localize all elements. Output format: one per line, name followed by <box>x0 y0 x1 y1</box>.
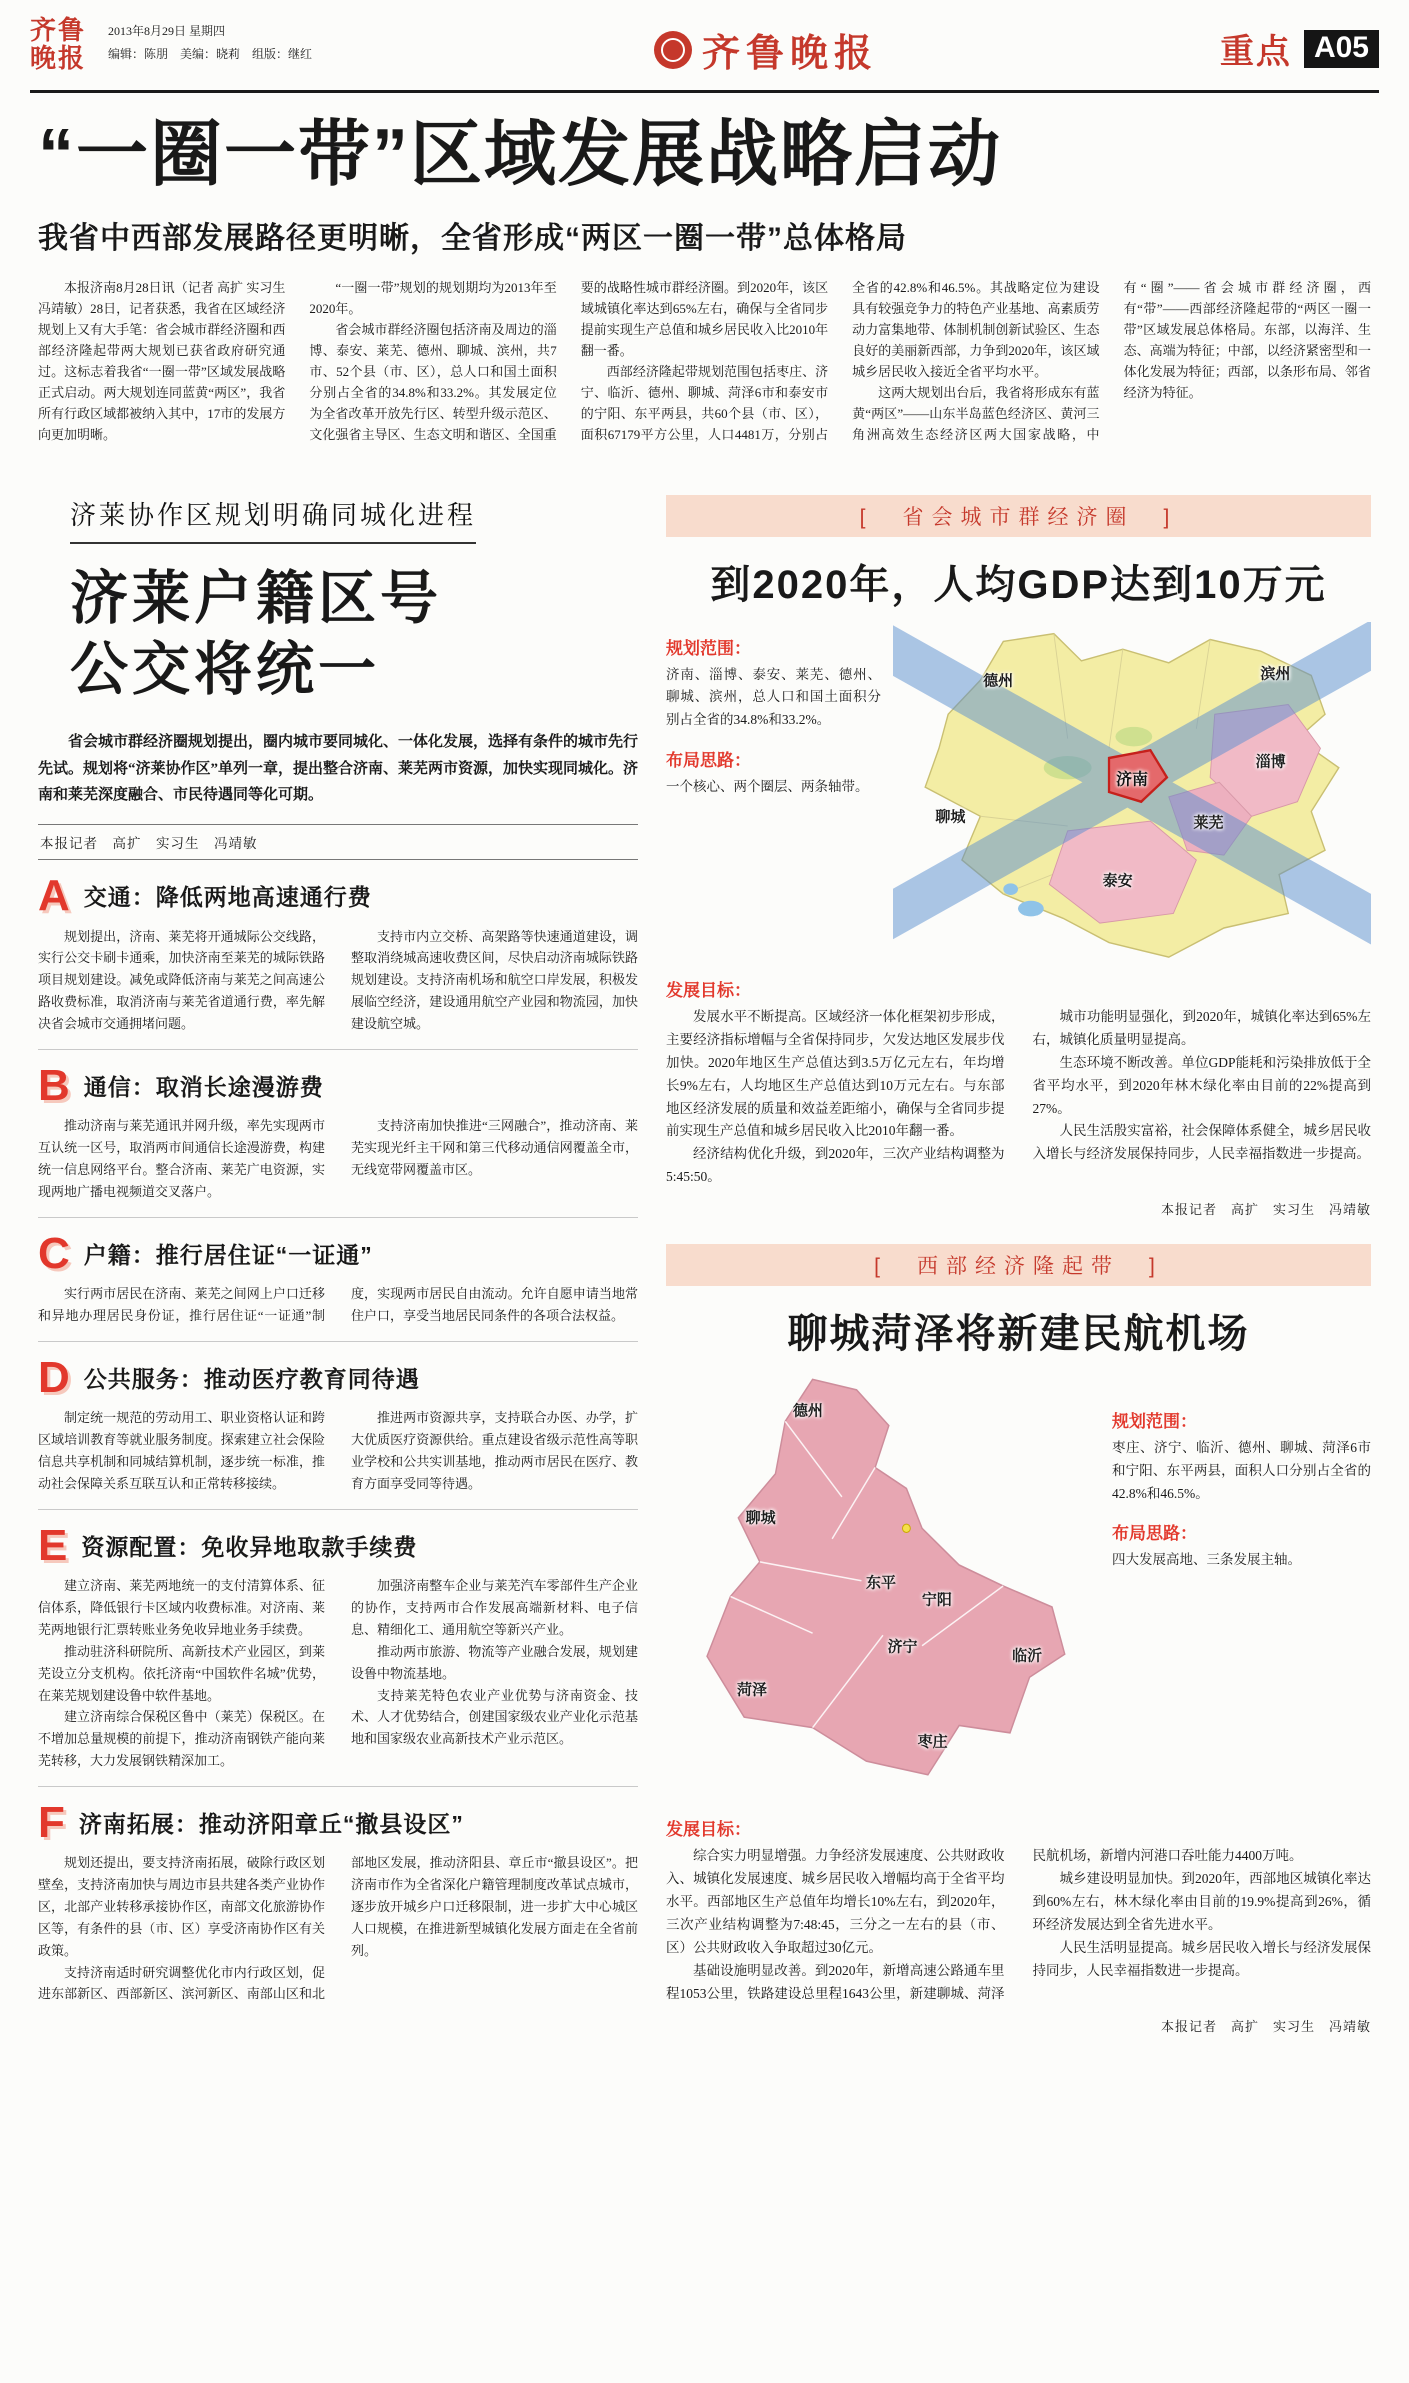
masthead-center <box>654 16 878 77</box>
masthead-left <box>30 16 312 72</box>
map-city-label: 聊城 <box>935 808 966 826</box>
lead-article <box>30 93 1379 473</box>
section-letter: C <box>38 1228 70 1278</box>
west-box-headline: 聊城菏泽将新建民航机场 <box>787 1312 1250 1357</box>
section-body <box>38 1407 638 1494</box>
capital-circle-box <box>666 495 1371 1219</box>
paper-name: 齐鲁晚报 <box>701 33 878 75</box>
section-header <box>38 1060 638 1110</box>
map-city-label: 莱芜 <box>1193 814 1224 832</box>
left-headline-line2: 公交将统一 <box>70 636 381 702</box>
publication-date: 2013年8月29日 星期四 <box>108 24 226 38</box>
capital-box-top <box>666 622 1371 962</box>
paragraph: 推进两市资源共享，支持联合办医、办学，扩大优质医疗资源供给。重点建设省级示范性高等职业学校和公共实训基地，推动两市居民在医疗、教育方面享受同等待遇。 <box>351 1410 638 1491</box>
paragraph: 规划还提出，要支持济南拓展，破除行政区划壁垒，支持济南加快与周边市县共建各类产业协作区，北部产业转移承接协作区，南部文化旅游协作区等，有条件的县（市、区）享受济南协作区有关政策。 <box>38 1855 325 1958</box>
map-city-label: 济南 <box>1115 771 1149 789</box>
main-headline: “一圈一带”区域发展战略启动 <box>38 115 1003 195</box>
section-body <box>38 926 638 1035</box>
paragraph: 生态环境不断改善。单位GDP能耗和污染排放低于全省平均水平，到2020年林木绿化率由目前的22%提高到27%。 <box>1032 1054 1371 1116</box>
scope-label: 规划范围： <box>1112 1412 1197 1432</box>
west-goal <box>666 1815 1371 2006</box>
paragraph: 支持莱芜特色农业产业优势与济南资金、技术、人才优势结合，创建国家级农业产业化示范基地和国家级农业高新技术产业示范区。 <box>351 1687 638 1747</box>
map-city-label: 聊城 <box>745 1509 776 1527</box>
section-body <box>38 1852 638 2005</box>
paragraph: 支持市内立交桥、高架路等快速通道建设，调整取消绕城高速收费区间，尽快启动济南城际铁路规划建设。支持济南机场和航空口岸发展，积极发展临空经济，建设通用航空产业园和物流园，加快建设航空城。 <box>351 928 638 1031</box>
map-city-label: 德州 <box>792 1402 823 1420</box>
paragraph: 人民生活明显提高。城乡居民收入增长与经济发展保持同步，人民幸福指数进一步提高。 <box>1032 1940 1371 1978</box>
paragraph: 建立济南、莱芜两地统一的支付清算体系、征信体系，降低银行卡区域内收费标准。对济南、莱芜两地银行汇票转账业务免收异地业务手续费。 <box>38 1578 325 1638</box>
byline: 本报记者 高扩 实习生 冯靖敏 <box>1160 1202 1371 1218</box>
paragraph: 推动驻济科研院所、高新技术产业园区，到莱芜设立分支机构。依托济南“中国软件名城”优势，在莱芜规划建设鲁中软件基地。 <box>38 1643 325 1703</box>
layout-text: 四大发展高地、三条发展主轴。 <box>1112 1552 1301 1568</box>
scope-text: 济南、淄博、泰安、莱芜、德州、聊城、滨州，总人口和国土面积分别占全省的34.8%和33.2%。 <box>666 666 881 728</box>
paragraph: 支持济南加快推进“三网融合”，推动济南、莱芜实现光纤主干网和第三代移动通信网覆盖全市，无线宽带网覆盖市区。 <box>351 1118 638 1177</box>
capital-circle-map <box>893 622 1371 962</box>
paragraph: 规划提出，济南、莱芜将开通城际公交线路，实行公交卡刷卡通乘，加快济南至莱芜的城际铁路项目规划建设。减免或降低济南与莱芜之间高速公路收费标准，取消济南与莱芜省道通行费，率先解决省会城市交通拥堵问题。 <box>38 928 325 1031</box>
section-body <box>38 1575 638 1771</box>
capital-box-headline: 到2020年，人均GDP达到10万元 <box>710 562 1327 607</box>
topic-section-F <box>38 1787 638 2019</box>
section-title: 通信：取消长途漫游费 <box>83 1074 324 1101</box>
paragraph: 省会城市群经济圈规划提出，圈内城市要同城化、一体化发展，选择有条件的城市先行先试。规划将“济莱协作区”单列一章，提出整合济南、莱芜两市资源，加快实现同城化。济南和莱芜深度融合、市民待遇同等化可期。 <box>38 734 639 803</box>
section-title: 公共服务：推动医疗教育同待遇 <box>83 1366 420 1393</box>
map-city-label: 临沂 <box>1012 1647 1043 1665</box>
masthead-right <box>1220 16 1379 73</box>
capital-goal-body <box>666 1006 1371 1190</box>
paragraph: 本报济南8月28日讯（记者 高扩 实习生 冯靖敏）28日，记者获悉，我省在区域经济规划上又有大手笔：省会城市群经济圈和西部经济隆起带两大规划已获省政府研究通过。这标志着我省“一圈一带”区域发展战略正式启动。两大规划连同蓝黄“两区”，我省所有行政区域都被纳入其中，17市的发展方向更加明晰。 <box>38 279 286 443</box>
jilai-article <box>38 495 638 2061</box>
paragraph: 建立济南综合保税区鲁中（莱芜）保税区。在不增加总量规模的前提下，推动济南钢铁产能向莱芜转移，大力发展钢铁精深加工。 <box>38 1709 325 1769</box>
west-belt-map <box>666 1371 1096 1801</box>
paragraph: 这两大规划出台后，我省将形成东有蓝黄“两区”——山东半岛蓝色经济区、黄河三角洲高效生态经济区两大国家战略，中有“圈”——省会城市群经济圈，西有“带”——西部经济隆起带的“两区一圈一带”区域发展总体格局。东部，以海洋、生态、高端为特征；中部，以经济紧密型和一体化发展为特征；西部，以条形布局、邻省经济为特征。 <box>852 279 1371 443</box>
masthead-info <box>108 16 312 66</box>
section-label: 重点 <box>1219 33 1292 71</box>
map-city-label: 菏泽 <box>736 1681 768 1699</box>
scope-text: 枣庄、济宁、临沂、德州、聊城、菏泽6市和宁阳、东平两县，面积人口分别占全省的42.8%和46.5%。 <box>1112 1440 1371 1501</box>
capital-goal <box>666 976 1371 1190</box>
section-letter: F <box>38 1797 65 1847</box>
west-belt-box <box>666 1244 1371 2035</box>
map-city-label: 济宁 <box>887 1638 918 1656</box>
main-subhead: 我省中西部发展路径更明晰，全省形成“两区一圈一带”总体格局 <box>38 221 907 255</box>
topic-sections <box>38 860 638 2019</box>
west-box-meta <box>1112 1371 1371 1801</box>
paragraph: 城乡建设明显加快。到2020年，西部地区城镇化率达到60%左右，林木绿化率由目前的19.9%提高到26%，循环经济发展达到全省先进水平。 <box>1032 1871 1371 1933</box>
paragraph: 制定统一规范的劳动用工、职业资格认证和跨区域培训教育等就业服务制度。探索建立社会保险信息共享机制和同城结算机制，逐步统一标准，推动社会保障关系互联互认和正常转移接续。 <box>38 1410 325 1491</box>
map-city-label: 德州 <box>983 672 1014 690</box>
capital-box-label: [ 省会城市群经济圈 ] <box>666 495 1371 537</box>
paragraph: 综合实力明显增强。力争经济发展速度、公共财政收入、城镇化发展速度、城乡居民收入增幅均高于全省平均水平。西部地区生产总值年均增长10%左右，到2020年，三次产业结构调整为7:48:45，三分之一左右的县（市、区）公共财政收入争取超过30亿元。 <box>666 1848 1005 1955</box>
topic-section-D <box>38 1342 638 1510</box>
west-box-label: [ 西部经济隆起带 ] <box>666 1244 1371 1286</box>
west-box-top <box>666 1371 1371 1801</box>
paragraph: 基础设施明显改善。到2020年，新增高速公路通车里程1053公里，铁路建设总里程1643公里，新建聊城、菏泽民航机场，新增内河港口吞吐能力4400万吨。 <box>666 1848 1303 2001</box>
paper-emblem-icon <box>654 31 692 69</box>
paragraph: 经济结构优化升级，到2020年，三次产业结构调整为5:45:50。 <box>666 1146 1005 1185</box>
capital-map-labels <box>893 622 1371 962</box>
section-body <box>38 1283 638 1327</box>
section-letter: E <box>38 1520 68 1570</box>
topic-section-E <box>38 1510 638 1787</box>
section-header <box>38 1797 638 1847</box>
map-city-label: 宁阳 <box>921 1591 952 1609</box>
section-header <box>38 1352 638 1402</box>
kicker: 济莱协作区规划明确同城化进程 <box>70 495 476 544</box>
left-headline <box>38 564 638 706</box>
layout-label: 布局思路： <box>666 750 751 770</box>
paragraph: 西部经济隆起带规划范围包括枣庄、济宁、临沂、德州、聊城、菏泽6市和泰安市的宁阳、东平两县，共60个县（市、区），面积67179平方公里，人口4481万，分别占全省的42.8%和46.5%。其战略定位为建设具有较强竞争力的特色产业基地、高素质劳动力富集地带、体制机制创新试验区、生态良好的美丽新西部，力争到2020年，该区域城乡居民收入接近全省平均水平。 <box>580 279 1100 443</box>
editors-line: 编辑：陈朋 美编：晓莉 组版：继红 <box>108 46 313 61</box>
page-number: A05 <box>1304 30 1379 68</box>
paper-logo: 齐鲁晚报 <box>30 15 87 74</box>
paragraph: 推动两市旅游、物流等产业融合发展，规划建设鲁中物流基地。 <box>351 1643 638 1681</box>
section-letter: A <box>38 871 70 920</box>
section-header <box>38 871 638 920</box>
paragraph: 推动济南与莱芜通讯并网升级，率先实现两市互认统一区号，取消两市间通信长途漫游费，构建统一信息网络平台。整合济南、莱芜广电资源，实现两地广播电视频道交叉落户。 <box>38 1118 325 1199</box>
left-article-lead <box>38 729 638 808</box>
paragraph: 城市功能明显强化，到2020年，城镇化率达到65%左右，城镇化质量明显提高。 <box>1032 1008 1371 1047</box>
right-column <box>666 495 1371 2061</box>
capital-box-meta <box>666 622 881 962</box>
section-header <box>38 1520 638 1570</box>
paragraph: 发展水平不断提高。区域经济一体化框架初步形成，主要经济指标增幅与全省保持同步，欠发达地区发展步伐加快。2020年地区生产总值达到3.5万亿元左右，年均增长9%左右，人均地区生产总值达到10万元左右。与东部地区经济发展的质量和效益差距缩小，确保与全省同步提前实现生产总值和城乡居民收入比2010年翻一番。 <box>666 1008 1005 1139</box>
section-title: 交通：降低两地高速通行费 <box>83 884 372 911</box>
layout-text: 一个核心、两个圈层、两条轴带。 <box>666 778 869 794</box>
byline: 本报记者 高扩 实习生 冯靖敏 <box>38 824 638 860</box>
paragraph: “一圈一带”规划的规划期均为2013年至2020年。 <box>309 279 557 316</box>
topic-section-B <box>38 1050 638 1218</box>
section-letter: B <box>38 1060 70 1110</box>
paragraph: 省会城市群经济圈包括济南及周边的淄博、泰安、莱芜、德州、聊城、滨州，共7市、52个县（市、区），总人口和国土面积分别占全省的34.8%和33.2%。其发展定位为全省改革开放先行区、转型升级示范区、文化强省主导区、生态文明和谐区、全国重要的战略性城市群经济圈。到2020年，该区域城镇化率达到65%左右，确保与全省同步提前实现生产总值和城乡居民收入比2010年翻一番。 <box>309 279 829 443</box>
map-city-label: 东平 <box>865 1574 897 1592</box>
layout-label: 布局思路： <box>1112 1524 1197 1544</box>
section-title: 济南拓展：推动济阳章丘“撤县设区” <box>78 1811 464 1838</box>
left-headline-line1: 济莱户籍区号 <box>70 565 443 631</box>
west-map-labels <box>666 1371 1096 1801</box>
map-city-label: 淄博 <box>1255 753 1286 771</box>
scope-label: 规划范围： <box>666 638 751 658</box>
paragraph: 支持济南适时研究调整优化市内行政区划，促进东部新区、西部新区、滨河新区、南部山区和北部地区发展，推动济阳县、章丘市“撤县设区”。把济南市作为全省深化户籍管理制度改革试点城市，逐步放开城乡户口迁移限制，进一步扩大中心城区人口规模，在推进新型城镇化发展方面走在全省前列。 <box>38 1855 638 2002</box>
paragraph: 人民生活殷实富裕，社会保障体系健全，城乡居民收入增长与经济发展保持同步，人民幸福指数进一步提高。 <box>1032 1123 1371 1162</box>
map-city-label: 滨州 <box>1260 665 1291 683</box>
masthead <box>30 10 1379 86</box>
paragraph: 实行两市居民在济南、莱芜之间网上户口迁移和异地办理居民身份证，推行居住证“一证通”制度，实现两市居民自由流动。允许自愿申请当地常住户口，享受当地居民同条件的各项合法权益。 <box>38 1286 638 1324</box>
section-title: 资源配置：免收异地取款手续费 <box>81 1534 418 1561</box>
main-content <box>30 495 1379 2061</box>
byline: 本报记者 高扩 实习生 冯靖敏 <box>1160 2018 1371 2034</box>
section-header <box>38 1228 638 1278</box>
section-letter: D <box>38 1352 70 1402</box>
map-city-label: 泰安 <box>1102 872 1133 890</box>
goal-label: 发展目标： <box>666 1820 751 1840</box>
map-city-label: 枣庄 <box>917 1733 948 1751</box>
section-title: 户籍：推行居住证“一证通” <box>83 1241 373 1268</box>
kicker-row <box>38 495 638 544</box>
lead-article-body <box>38 277 1371 473</box>
goal-label: 发展目标： <box>666 980 751 1000</box>
section-body <box>38 1115 638 1202</box>
west-goal-body <box>666 1845 1371 2006</box>
topic-section-A <box>38 860 638 1050</box>
paragraph: 加强济南整车企业与莱芜汽车零部件生产企业的协作，支持两市合作发展高端新材料、电子信息、精细化工、通用航空等新兴产业。 <box>351 1578 638 1638</box>
topic-section-C <box>38 1218 638 1342</box>
